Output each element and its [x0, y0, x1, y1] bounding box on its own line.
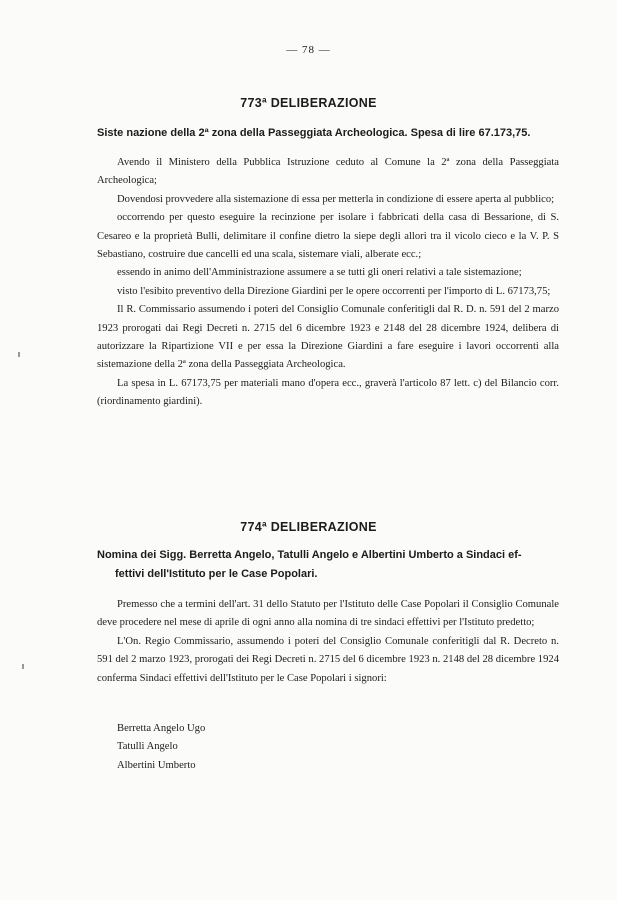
- section1-paragraph: essendo in animo dell'Amministrazione assumere a se tutti gli oneri relativi a tale sistemazione;: [117, 267, 522, 279]
- page-number: — 78 —: [286, 44, 331, 56]
- section1-paragraph: Il R. Commissario assumendo i poteri del Consiglio Comunale conferitigli dal R. D. n. 591 del 2 marzo 1923 prorogati dai Regi Decreti n. 2715 del 6 dicembre 1923 e 2148 del 28 dicembre 1924, delibera di autorizzare la Ripartizione VII e per essa la Direzione Giardini a fare eseguire i lavori occorrenti alla sistemazione della 2ª zona della Passeggiata Archeologica.: [97, 304, 559, 371]
- section2-subject-line1: Nomina dei Sigg. Berretta Angelo, Tatulli Angelo e Albertini Umberto a Sindaci ef-: [97, 549, 522, 561]
- section1-paragraph: La spesa in L. 67173,75 per materiali mano d'opera ecc., graverà l'articolo 87 lett. c) del Bilancio corr. (riordinamento giardini).: [97, 377, 559, 408]
- section2-subject: [97, 546, 563, 584]
- name-item: Tatulli Angelo: [117, 741, 178, 753]
- section1-paragraph: occorrendo per questo eseguire la recinzione per isolare i fabbricati della casa di Bessarione, di S. Cesareo e la proprietà Bulli, delimitare il confine dietro la siepe degli allori tra il vicolo cieco e la V. P. S Sebastiano, costruire due cancelli ed una scala, sistemare viali, alberate ecc.;: [97, 212, 559, 261]
- name-item: Berretta Angelo Ugo: [117, 723, 206, 734]
- section1-paragraph: Dovendosi provvedere alla sistemazione di essa per metterla in condizione di essere aperta al pubblico;: [117, 193, 555, 205]
- section1-body: [97, 154, 559, 412]
- section2-paragraph: L'On. Regio Commissario, assumendo i poteri del Consiglio Comunale conferitigli dal R. Decreto n. 591 del 2 marzo 1923, prorogati dei Regi Decreti n. 2715 del 6 dicembre 1923 n. 2148 del 28 dicembre 1924 conferma Sindaci effettivi dell'Istituto per le Case Popolari i signori:: [97, 635, 559, 684]
- scan-speck: [22, 664, 24, 669]
- section1-subject: Siste nazione della 2ª zona della Passeggiata Archeologica. Spesa di lire 67.173,75.: [97, 127, 531, 139]
- section1-paragraph: visto l'esibito preventivo della Direzione Giardini per le opere occorrenti per l'importo di L. 67173,75;: [117, 285, 551, 297]
- section1-heading: 773ª DELIBERAZIONE: [240, 96, 377, 110]
- section2-paragraph: Premesso che a termini dell'art. 31 dello Statuto per l'Istituto delle Case Popolari il Consiglio Comunale deve procedere nel mese di aprile di ogni anno alla nomina di tre sindaci effettivi per l'Istituto predetto;: [97, 599, 559, 629]
- section2-heading: 774ª DELIBERAZIONE: [240, 520, 377, 534]
- names-list: [117, 720, 205, 775]
- section2-subject-line2: fettivi dell'Istituto per le Case Popolari.: [115, 568, 318, 580]
- section2-body: [97, 596, 559, 688]
- section1-paragraph: Avendo il Ministero della Pubblica Istruzione ceduto al Comune la 2ª zona della Passeggiata Archeologica;: [97, 157, 559, 187]
- scan-speck: [18, 352, 20, 357]
- name-item: Albertini Umberto: [117, 759, 196, 771]
